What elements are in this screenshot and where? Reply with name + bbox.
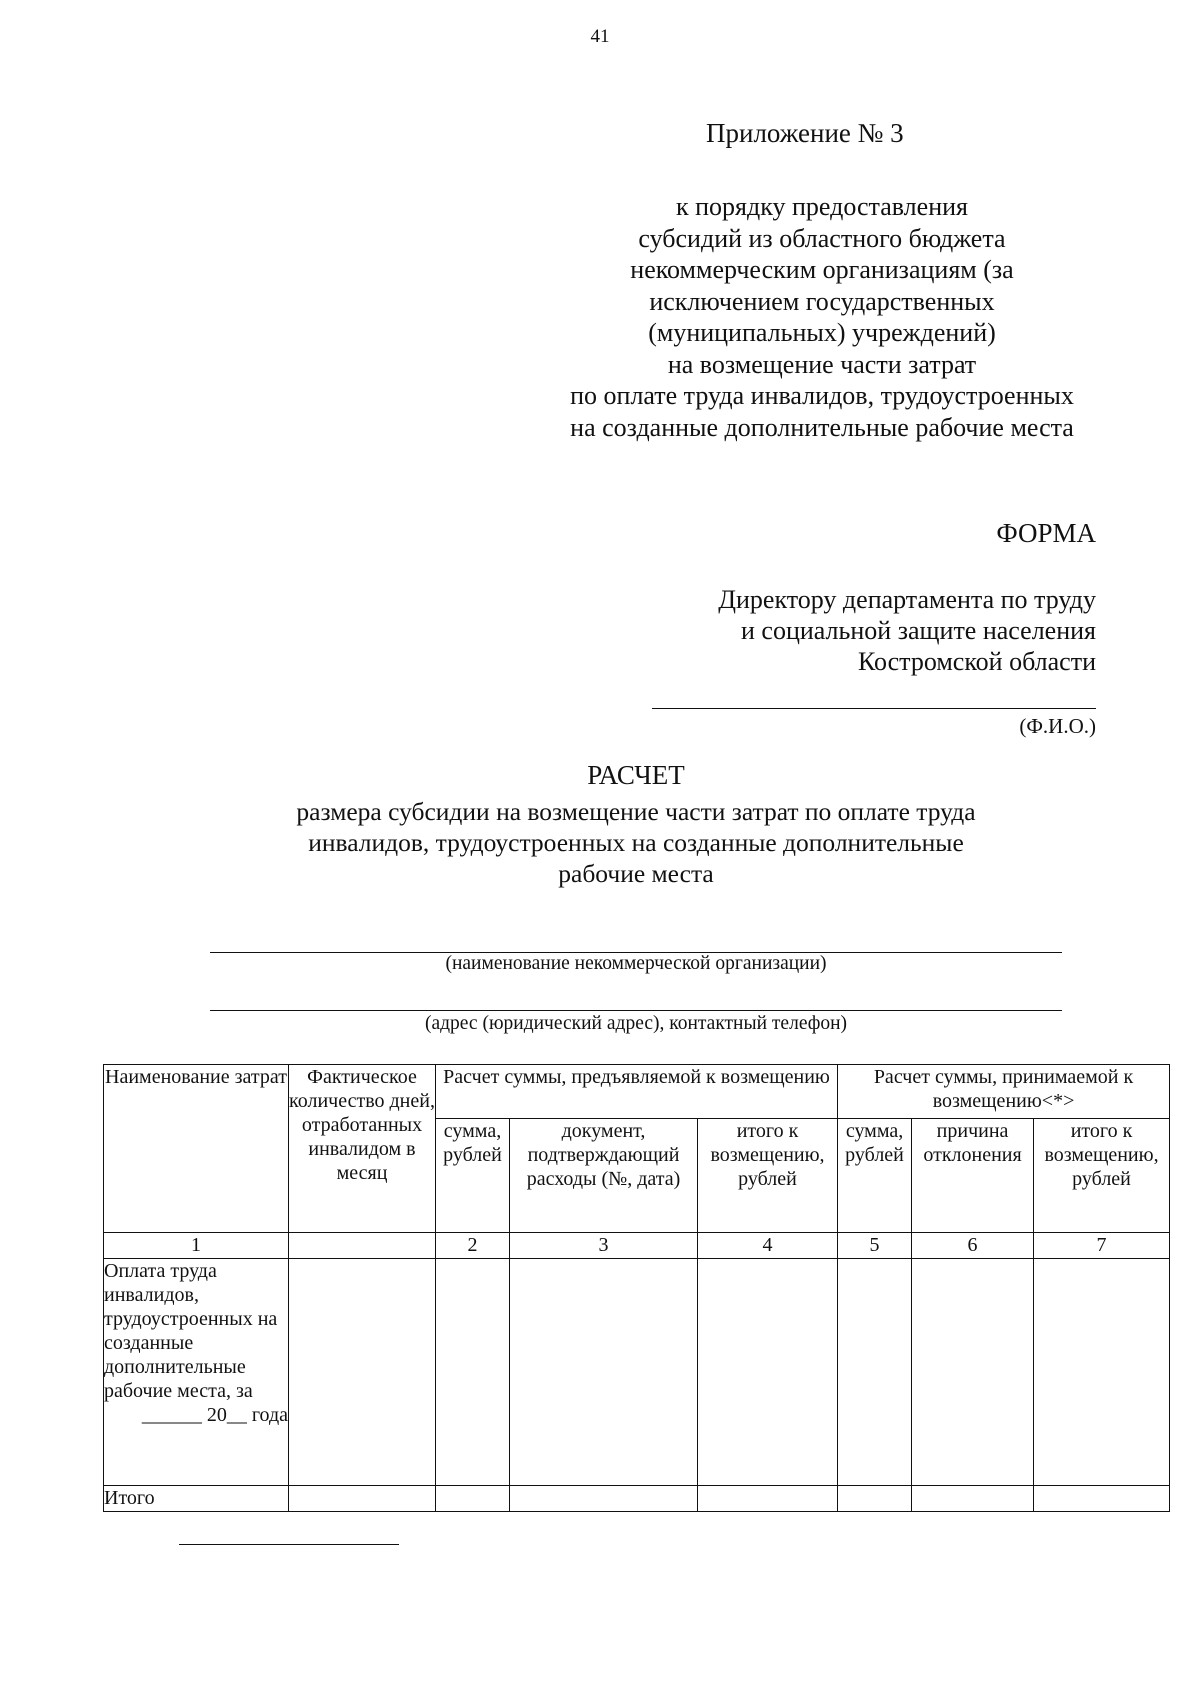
table-cell [912, 1259, 1034, 1486]
appendix-subtitle-line: к порядку предоставления [676, 192, 968, 221]
body-row-period: ______ 20__ года [141, 1404, 288, 1426]
table-cell [912, 1486, 1034, 1512]
column-number: 6 [912, 1233, 1034, 1259]
appendix-subtitle-line: некоммерческим организациям (за [630, 255, 1014, 284]
header-claimed-total: итого к возмещению, рублей [698, 1119, 838, 1233]
appendix-subtitle [440, 191, 1200, 443]
addressee-line: Костромской области [857, 647, 1096, 676]
table-cell [510, 1259, 698, 1486]
organization-caption: (наименование некоммерческой организации) [445, 953, 827, 974]
column-number: 1 [104, 1233, 289, 1259]
column-number: 4 [698, 1233, 838, 1259]
header-document: документ, подтверждающий расходы (№, дата) [510, 1119, 698, 1233]
appendix-title: Приложение № 3 [706, 118, 904, 148]
header-actual-days: Фактическое количество дней, отработанных инвалидом в месяц [289, 1065, 436, 1233]
table-cell [289, 1259, 436, 1486]
addressee-line: Директору департамента по труду [718, 585, 1096, 614]
column-number: 5 [838, 1233, 912, 1259]
appendix-subtitle-line: по оплате труда инвалидов, трудоустроенных [570, 381, 1074, 410]
table-cell [698, 1486, 838, 1512]
page-number: 41 [590, 26, 610, 47]
appendix-subtitle-line: на возмещение части затрат [667, 349, 977, 379]
table-cell [289, 1486, 436, 1512]
calculation-heading: РАСЧЕТ [587, 760, 685, 790]
appendix-subtitle-line: (муниципальных) учреждений) [648, 318, 996, 347]
addressee-block [718, 584, 1096, 677]
addressee-line: и социальной защите населения [740, 616, 1096, 645]
column-number [289, 1233, 436, 1259]
body-row-label: Оплата труда инвалидов, трудоустроенных на созданные дополнительные рабочие места, за [104, 1260, 278, 1402]
header-accepted-group: Расчет суммы, принимаемой к возмещению<*> [838, 1065, 1170, 1119]
fio-blank-line [652, 708, 1096, 709]
table-cell [838, 1486, 912, 1512]
calculation-subheading-line: инвалидов, трудоустроенных на созданные дополнительные [308, 828, 964, 857]
column-number: 7 [1034, 1233, 1170, 1259]
header-deviation-reason: причина отклонения [912, 1119, 1034, 1233]
form-label: ФОРМА [996, 518, 1096, 548]
header-claimed-group: Расчет суммы, предъявляемой к возмещению [436, 1065, 838, 1119]
calculation-subheading-line: размера субсидии на возмещение части затрат по оплате труда [296, 797, 976, 826]
appendix-subtitle-line: исключением государственных [649, 286, 995, 316]
footnote-separator [179, 1544, 399, 1545]
table-cell [838, 1259, 912, 1486]
table-cell [436, 1486, 510, 1512]
calculation-table [103, 1064, 1170, 1512]
appendix-subtitle-line: субсидий из областного бюджета [638, 223, 1006, 253]
appendix-subtitle-line: на созданные дополнительные рабочие места [570, 412, 1074, 442]
table-cell [510, 1486, 698, 1512]
column-number: 2 [436, 1233, 510, 1259]
calculation-subheading [0, 796, 1200, 889]
table-cell [1034, 1486, 1170, 1512]
header-amount-accepted: сумма, рублей [838, 1119, 912, 1233]
table-cell [1034, 1259, 1170, 1486]
table-cell [436, 1259, 510, 1486]
body-row-label-cell [104, 1259, 289, 1486]
header-accepted-total: итого к возмещению, рублей [1034, 1119, 1170, 1233]
total-label: Итого [104, 1486, 289, 1512]
address-blank-line [210, 1010, 1062, 1011]
address-caption: (адрес (юридический адрес), контактный телефон) [424, 1013, 848, 1034]
fio-caption: (Ф.И.О.) [1019, 714, 1096, 738]
header-expense-name: Наименование затрат [104, 1065, 289, 1233]
column-number: 3 [510, 1233, 698, 1259]
table-cell [698, 1259, 838, 1486]
calculation-subheading-line: рабочие места [558, 859, 714, 888]
header-amount: сумма, рублей [436, 1119, 510, 1233]
